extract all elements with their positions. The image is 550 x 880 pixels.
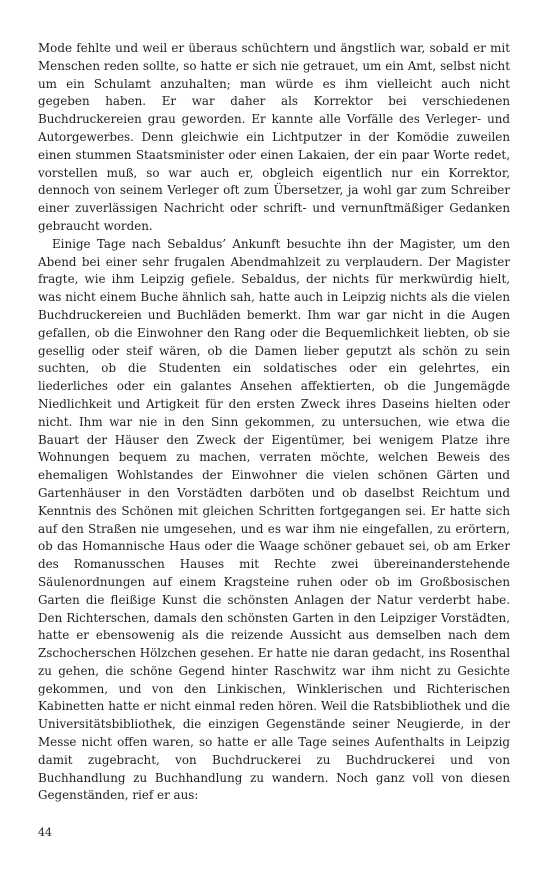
page-body [38,40,510,805]
paragraph: Einige Tage nach Sebaldus’ Ankunft besuchte ihn der Magister, um den Abend bei einer sehr frugalen Abendmahlzeit zu verplaudern. Der Magister fragte, wie ihm Leipzig gefiele. Sebaldus, der nichts für merkwürdig hielt, was nicht einem Buche ähnlich sah, hatte auch in Leipzig nichts als die vielen Buchdruckereien und Buchläden bemerkt. Ihm war gar nicht in die Augen gefallen, ob die Einwohner den Rang oder die Bequemlichkeit liebten, ob sie gesellig oder steif wären, ob die Damen lieber geputzt als schön zu sein suchten, ob die Studenten ein soldatisches oder ein gelehrtes, ein liederliches oder ein galantes Ansehen affektierten, ob die Jungemägde Niedlichkeit und Artigkeit für den ersten Zweck ihres Daseins hielten oder nicht. Ihm war nie in den Sinn gekommen, zu untersuchen, wie etwa die Bauart der Häuser den Zweck der Eigentümer, bei wenigem Platze ihre Wohnungen bequem zu machen, verraten möchte, welchen Beweis des ehemaligen Wohlstandes der Einwohner die vielen schönen Gärten und Gartenhäuser in den Vorstädten darböten und ob daselbst Reichtum und Kenntnis des Schönen mit gleichen Schritten fortgegangen sei. Er hatte sich auf den Straßen nie umgesehen, und es war ihm nie eingefallen, zu erörtern, ob das Homannische Haus oder die Waage schöner gebauet sei, ob am Erker des Romanusschen Hauses mit Rechte zwei übereinanderstehende Säulenordnungen auf einem Kragsteine ruhen oder ob im Großbosischen Garten die fleißige Kunst die schönsten Anlagen der Natur verderbt habe. Den Richterschen, damals den schönsten Garten in den Leipziger Vorstädten, hatte er ebensowenig als die reizende Aussicht aus demselben nach dem Zschocherschen Hölzchen gesehen. Er hatte nie daran gedacht, ins Rosenthal zu gehen, die schöne Gegend hinter Raschwitz war ihm nicht zu Gesichte gekommen, und von den Linkischen, Winklerischen und Richterischen Kabinetten hatte er nicht einmal reden hören. Weil die Ratsbibliothek und die Universitätsbibliothek, die einzigen Gegenstände seiner Neugierde, in der Messe nicht offen waren, so hatte er alle Tage seines Aufenthalts in Leipzig damit zugebracht, von Buchdruckerei zu Buchdruckerei und von Buchhandlung zu Buchhandlung zu wandern. Noch ganz voll von diesen Gegenständen, rief er aus: [38,236,510,803]
page-number: 44 [38,826,52,839]
paragraph: Mode fehlte und weil er überaus schüchtern und ängstlich war, sobald er mit Menschen reden sollte, so hatte er sich nie getrauet, um ein Amt, selbst nicht um ein Schulamt anzuhalten; man würde es ihm vielleicht auch nicht gegeben haben. Er war daher als Korrektor bei verschiedenen Buchdruckereien grau geworden. Er kannte alle Vorfälle des Verleger- und Autorgewerbes. Denn gleichwie ein Lichtputzer in der Komödie zuweilen einen stummen Staatsminister oder einen Lakaien, der ein paar Worte redet, vorstellen muß, so war auch er, obgleich eigentlich nur ein Korrektor, dennoch von seinem Verleger oft zum Übersetzer, ja wohl gar zum Schreiber einer zuverlässigen Nachricht oder schrift- und vernunftmäßiger Gedanken gebraucht worden. [38,41,510,233]
